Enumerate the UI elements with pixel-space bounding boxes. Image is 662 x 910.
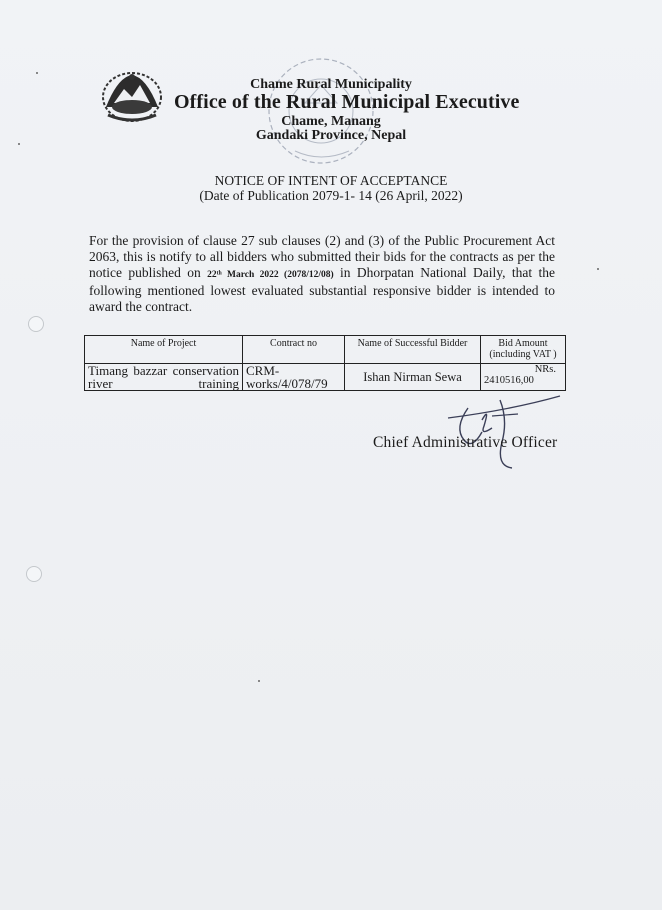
published-date: 22ᵗʰ March 2022 (2078/12/08) (207, 270, 334, 280)
col-header-bidder: Name of Successful Bidder (345, 336, 481, 364)
cell-amount (481, 364, 566, 391)
publication-date: (Date of Publication 2079-1- 14 (26 April, 2022) (199, 188, 463, 203)
punch-hole (26, 566, 42, 582)
amount-value: 2410516,00 (484, 375, 534, 386)
body-text-part-2: in Dhorpatan National Daily, that the following mentioned lowest evaluated substantial responsive bidder is intended to award the contract. (89, 265, 555, 314)
table-row (85, 364, 566, 391)
body-text-part-1: For the provision of clause 27 sub clauses (2) and (3) of the Public Procurement Act 2063, this is notify to all bidders who submitted their bids for the contracts as per the notice published on (89, 233, 555, 280)
paper-speck (36, 72, 38, 74)
amount-currency: NRs. (534, 364, 556, 375)
notice-title: NOTICE OF INTENT OF ACCEPTANCE (214, 173, 448, 188)
address-line-1: Chame, Manang (281, 114, 381, 129)
cell-project: Timang bazzar conservation river training (85, 364, 243, 391)
paper-speck (18, 143, 20, 145)
col-header-contract: Contract no (243, 336, 345, 364)
notice-body (89, 233, 555, 315)
signatory-title: Chief Administrative Officer (373, 434, 558, 451)
table-header-row (85, 336, 566, 364)
cell-bidder: Ishan Nirman Sewa (345, 364, 481, 391)
office-title: Office of the Rural Municipal Executive (174, 91, 520, 113)
handwritten-signature (420, 390, 570, 470)
address-line-2: Gandaki Province, Nepal (255, 128, 407, 143)
paper-speck (258, 680, 260, 682)
paper-speck (597, 268, 599, 270)
award-table (84, 335, 566, 391)
cell-contract: CRM-works/4/078/79 (243, 364, 345, 391)
col-header-amount: Bid Amount (including VAT ) (481, 336, 566, 364)
punch-hole (28, 316, 44, 332)
municipality-name: Chame Rural Municipality (250, 77, 412, 92)
col-header-project: Name of Project (85, 336, 243, 364)
